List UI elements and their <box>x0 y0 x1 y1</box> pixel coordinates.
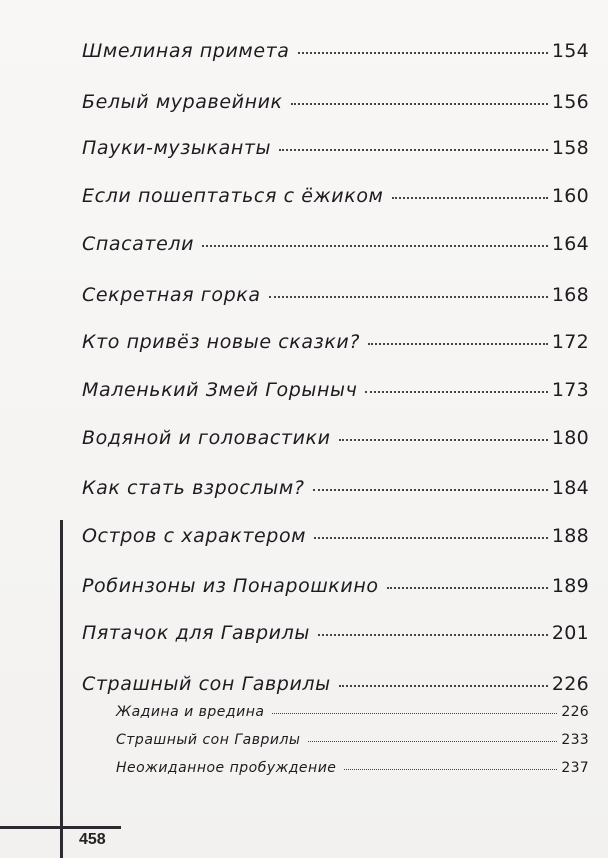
dot-leader <box>339 685 548 687</box>
dot-leader <box>344 769 557 770</box>
toc-entry-page: 160 <box>551 185 589 207</box>
dot-leader <box>392 197 548 199</box>
toc-subentry <box>116 704 589 720</box>
dot-leader <box>279 149 548 151</box>
toc-entry-title: Белый муравейник <box>82 91 283 113</box>
dot-leader <box>291 103 548 105</box>
toc-entry <box>82 622 589 644</box>
toc-entry <box>82 137 589 159</box>
toc-entry-page: 156 <box>551 91 589 113</box>
toc-entry-page: 154 <box>551 40 589 62</box>
toc-entry-title: Пятачок для Гаврилы <box>82 622 310 644</box>
toc-entry-page: 168 <box>551 284 589 306</box>
toc-entry-page: 188 <box>551 525 589 547</box>
toc-entry <box>82 427 589 449</box>
toc-entry-page: 189 <box>551 575 589 597</box>
toc-entry-title: Секретная горка <box>82 284 261 306</box>
toc-entry <box>82 284 589 306</box>
dot-leader <box>202 245 548 247</box>
toc-entry-title: Спасатели <box>82 233 195 255</box>
toc-entry <box>82 525 589 547</box>
dot-leader <box>365 391 547 393</box>
toc-entry-title: Остров с характером <box>82 525 307 547</box>
toc-entry-page: 180 <box>551 427 589 449</box>
toc-entry <box>82 477 589 499</box>
toc-entry-title: Страшный сон Гаврилы <box>82 673 331 695</box>
page-number: 458 <box>79 831 106 848</box>
footer-horizontal-rule <box>0 826 121 829</box>
toc-entry-title: Если пошептаться с ёжиком <box>82 185 384 207</box>
toc-entry-title: Маленький Змей Горыныч <box>82 379 358 401</box>
toc-subentry <box>116 760 589 776</box>
dot-leader <box>272 713 557 714</box>
toc-entry-page: 173 <box>551 379 589 401</box>
toc-entry <box>82 40 589 62</box>
dot-leader <box>387 587 548 589</box>
dot-leader <box>313 489 548 491</box>
dot-leader <box>269 296 548 298</box>
toc-entry <box>82 233 589 255</box>
toc-subentry <box>116 732 589 748</box>
toc-entry-page: 201 <box>551 622 589 644</box>
toc-entry-page: 164 <box>551 233 589 255</box>
toc-entry-page: 172 <box>551 331 589 353</box>
toc-entry-title: Шмелиная примета <box>82 40 290 62</box>
dot-leader <box>339 439 548 441</box>
toc-subentry-page: 233 <box>561 732 589 748</box>
dot-leader <box>314 537 548 539</box>
toc-entry <box>82 331 589 353</box>
toc-entry-title: Кто привёз новые сказки? <box>82 331 361 353</box>
dot-leader <box>308 741 557 742</box>
toc-entry <box>82 379 589 401</box>
dot-leader <box>298 52 548 54</box>
toc-entry <box>82 91 589 113</box>
toc-entry-title: Водяной и головастики <box>82 427 331 449</box>
toc-entry-title: Робинзоны из Понарошкино <box>82 575 379 597</box>
margin-vertical-rule <box>60 520 63 858</box>
toc-entry-page: 226 <box>551 673 589 695</box>
toc-entry <box>82 185 589 207</box>
dot-leader <box>368 343 548 345</box>
dot-leader <box>318 634 548 636</box>
toc-entry <box>82 673 589 695</box>
toc-subentry-title: Жадина и вредина <box>116 704 265 720</box>
toc-entry-title: Пауки-музыканты <box>82 137 272 159</box>
toc-entry-title: Как стать взрослым? <box>82 477 305 499</box>
toc-entry <box>82 575 589 597</box>
toc-entry-page: 184 <box>551 477 589 499</box>
toc-subentry-page: 226 <box>561 704 589 720</box>
toc-subentry-title: Неожиданное пробуждение <box>116 760 337 776</box>
toc-subentry-title: Страшный сон Гаврилы <box>116 732 301 748</box>
toc-entry-page: 158 <box>551 137 589 159</box>
toc-subentry-page: 237 <box>561 760 589 776</box>
